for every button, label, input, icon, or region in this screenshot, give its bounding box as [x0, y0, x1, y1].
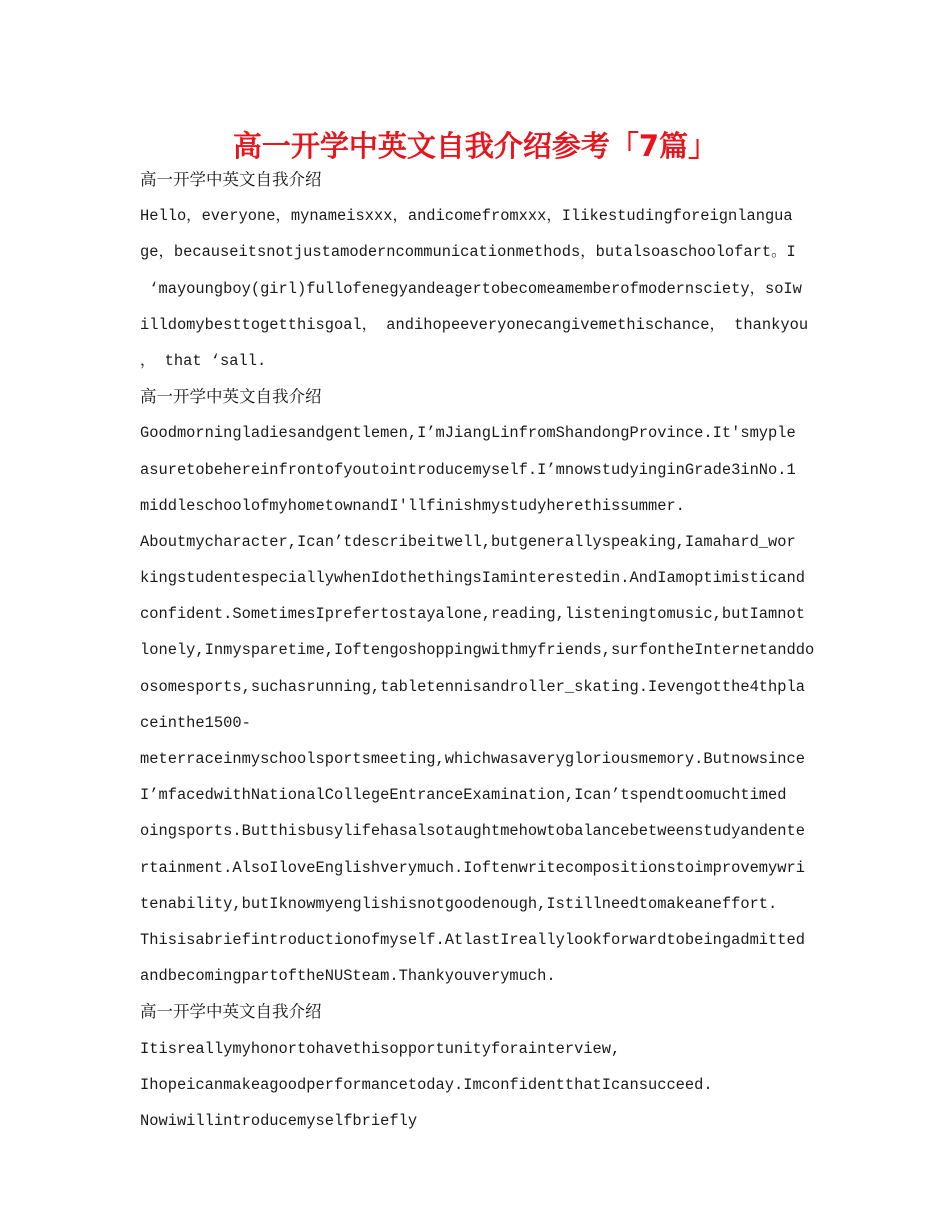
document-title: 高一开学中英文自我介绍参考「7篇」 — [232, 129, 718, 163]
text-line: middleschoolofmyhometownandI'llfinishmystudyherethissummer. — [140, 496, 685, 515]
text-line: lonely,Inmysparetime,Ioftengoshoppingwithmyfriends,surfontheInternetanddo — [140, 641, 815, 660]
text-line: Aboutmycharacter,Ican’tdescribeitwell,butgenerallyspeaking,Iamahard_wor — [140, 532, 796, 551]
text-line: rtainment.AlsoIloveEnglishverymuch.Ioftenwritecompositionstoimprovemywri — [140, 858, 805, 877]
text-line: I’mfacedwithNationalCollegeEntranceExamination,Ican’tspendtoomuchtimed — [140, 786, 787, 805]
text-line: ge，becauseitsnotjustamoderncommunicationmethods，butalsoaschoolofart。I — [140, 243, 796, 262]
text-line: confident.SometimesIprefertostayalone,reading,listeningtomusic,butIamnot — [140, 605, 805, 624]
text-line: illdomybesttogetthisgoal， andihopeeveryonecangivemethischance， thankyou — [140, 315, 809, 334]
section-heading: 高一开学中英文自我介绍 — [140, 387, 322, 407]
text-line: Goodmorningladiesandgentlemen,I’mJiangLinfromShandongProvince.It'smyple — [140, 424, 796, 443]
text-line: asuretobehereinfrontofyoutointroducemyself.I’mnowstudyinginGrade3inNo.1 — [140, 460, 796, 479]
text-line: oingsports.Butthisbusylifehasalsotaughtmehowtobalancebetweenstudyandente — [140, 822, 805, 841]
text-line: Itisreallymyhonortohavethisopportunityforainterview, — [140, 1039, 621, 1058]
text-line: Ihopeicanmakeagoodperformancetoday.ImconfidentthatIcansucceed. — [140, 1075, 713, 1094]
text-line: Thisisabriefintroductionofmyself.AtlastIreallylookforwardtobeingadmitted — [140, 930, 805, 949]
text-line: andbecomingpartoftheNUSteam.Thankyouverymuch. — [140, 967, 556, 986]
text-line: meterraceinmyschoolsportsmeeting,whichwasaverygloriousmemory.Butnowsince — [140, 750, 805, 768]
document-body — [140, 162, 815, 1139]
text-line: kingstudentespeciallywhenIdothethingsIaminterestedin.AndIamoptimisticand — [140, 569, 805, 588]
text-line: osomesports,suchasrunning,tabletennisandroller_skating.Ievengotthe4thpla — [140, 677, 805, 696]
text-line: Nowiwillintroducemyselfbriefly — [140, 1111, 418, 1130]
section-heading: 高一开学中英文自我介绍 — [140, 170, 322, 189]
section-heading: 高一开学中英文自我介绍 — [140, 1002, 322, 1022]
text-line: ， that ‘sall. — [140, 351, 267, 370]
text-line: ‘mayoungboy(girl)fullofenegyandeagertobecomeamemberofmodernsciety，soIw — [140, 279, 802, 298]
text-line: Hello，everyone，mynameisxxx，andicomefromxxx，Ilikestudingforeignlangua — [140, 207, 793, 226]
text-line: ceinthe1500- — [140, 713, 251, 732]
text-line: tenability,butIknowmyenglishisnotgoodenough,Istillneedtomakeaneffort. — [140, 894, 778, 913]
